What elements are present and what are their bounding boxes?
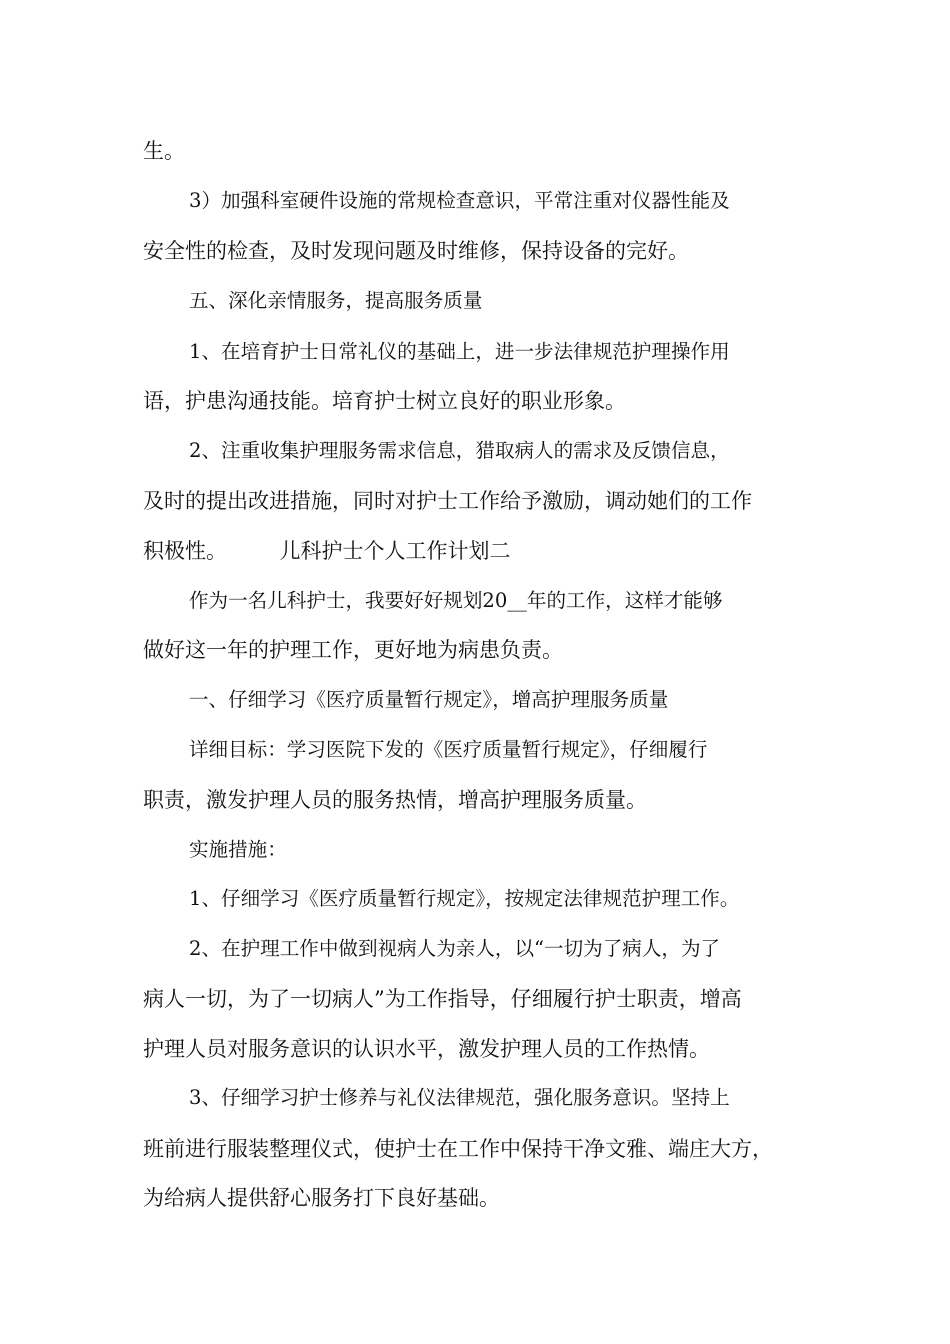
text-line: 病人一切，为了一切病人”为工作指导，仔细履行护士职责，增高 <box>143 987 742 1011</box>
text-line: 班前进行服装整理仪式，使护士在工作中保持干净文雅、端庄大方， <box>143 1137 773 1161</box>
text-line: 1、在培育护士日常礼仪的基础上，进一步法律规范护理操作用 <box>189 340 730 363</box>
section-heading: 一、仔细学习《医疗质量暂行规定》，增高护理服务质量 <box>189 688 669 711</box>
text-line: 职责，激发护理人员的服务热情，增高护理服务质量。 <box>143 788 647 812</box>
text-line: 为给病人提供舒心服务打下良好基础。 <box>143 1186 500 1210</box>
text-line: 语，护患沟通技能。培育护士树立良好的职业形象。 <box>143 389 626 413</box>
text-line: 护理人员对服务意识的认识水平，激发护理人员的工作热情。 <box>143 1037 710 1061</box>
text-line: 作为一名儿科护士，我要好好规划20__年的工作，这样才能够 <box>189 589 723 612</box>
text-line: 实施措施： <box>189 838 287 861</box>
text-line: 3、仔细学习护士修养与礼仪法律规范，强化服务意识。坚持上 <box>189 1086 730 1109</box>
section-heading: 五、深化亲情服务，提高服务质量 <box>189 289 483 312</box>
text-line: 3）加强科室硬件设施的常规检查意识，平常注重对仪器性能及 <box>189 189 730 212</box>
text-line: 及时的提出改进措施，同时对护士工作给予激励，调动她们的工作 <box>143 489 752 513</box>
text-line: 做好这一年的护理工作，更好地为病患负责。 <box>143 638 563 662</box>
text-line: 2、注重收集护理服务需求信息，猎取病人的需求及反馈信息， <box>189 439 730 462</box>
text-line: 安全性的检查，及时发现问题及时维修，保持设备的完好。 <box>143 239 689 263</box>
text-line: 积极性。 儿科护士个人工作计划二 <box>143 539 511 563</box>
text-line: 详细目标：学习医院下发的《医疗质量暂行规定》，仔细履行 <box>189 738 708 761</box>
text-line: 2、在护理工作中做到视病人为亲人，以“一切为了病人，为了 <box>189 937 721 960</box>
text-line: 1、仔细学习《医疗质量暂行规定》，按规定法律规范护理工作。 <box>189 887 740 910</box>
text-line: 生。 <box>143 139 185 163</box>
